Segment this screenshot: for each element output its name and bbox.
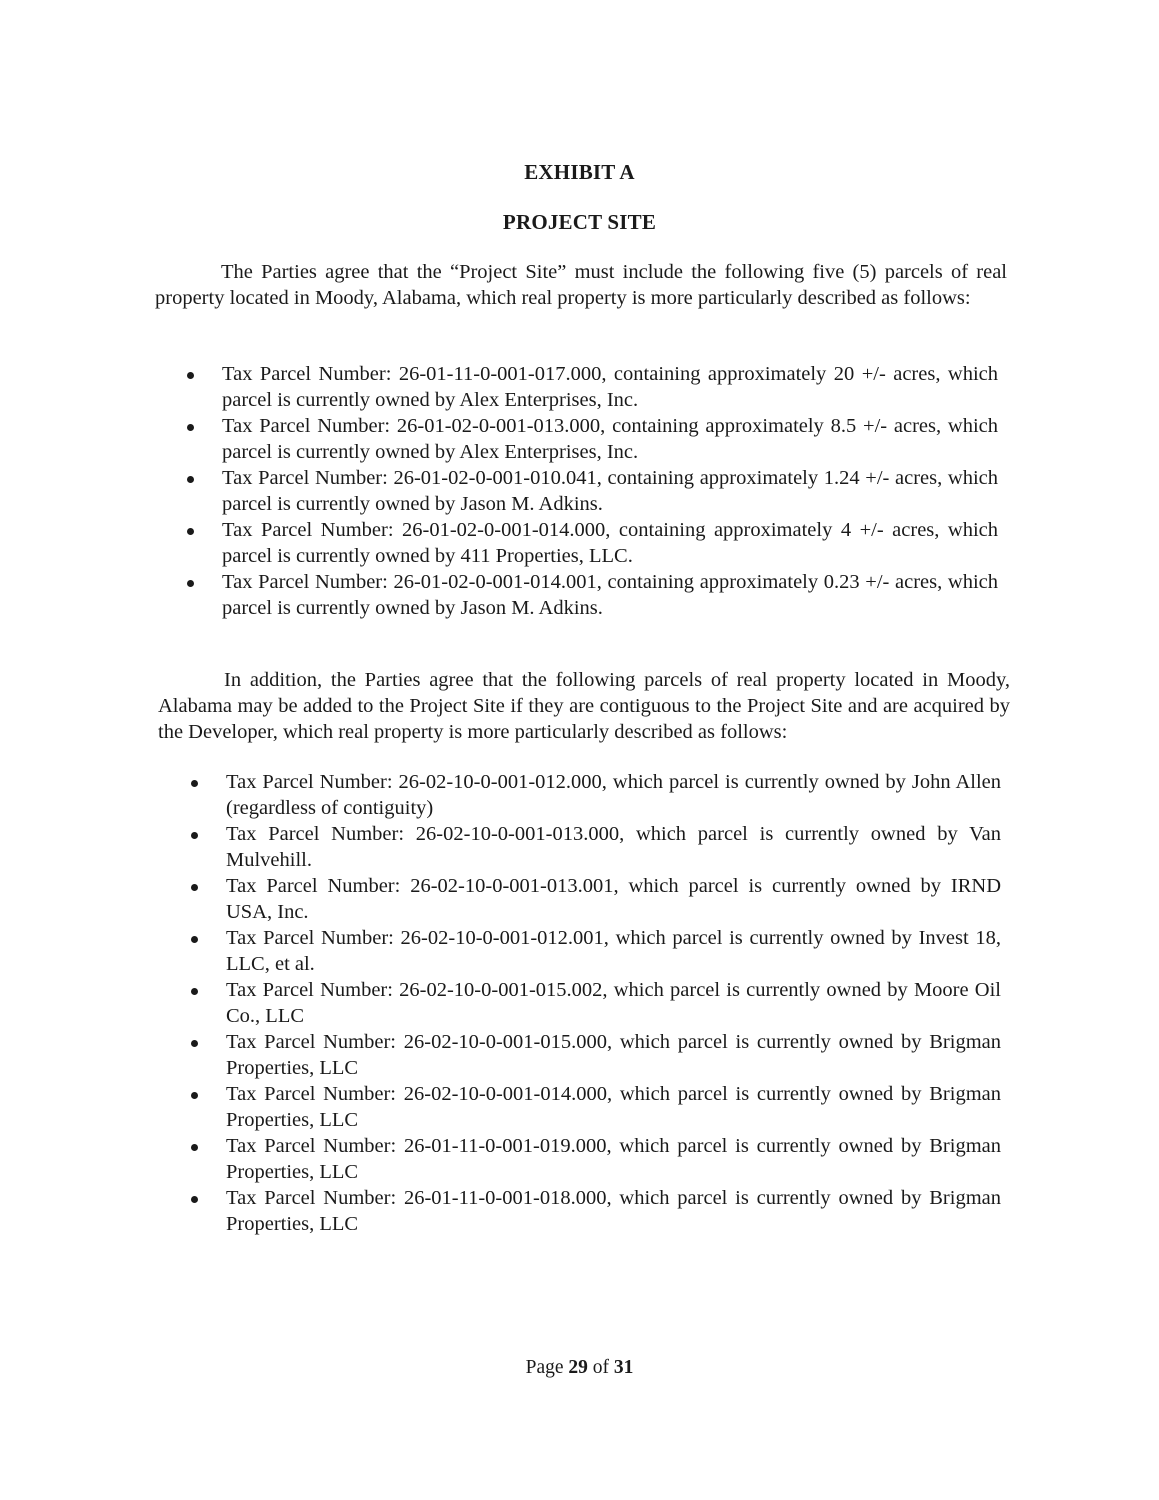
bullet-icon — [187, 580, 194, 587]
list-item-text: Tax Parcel Number: 26-02-10-0-001-015.002, which parcel is currently owned by Moore Oil Co., LLC — [226, 979, 1001, 1027]
list-item-text: Tax Parcel Number: 26-01-02-0-001-010.041, containing approximately 1.24 +/- acres, which parcel is currently owned by Jason M. Adkins. — [222, 467, 998, 515]
list-item — [222, 569, 998, 621]
bullet-icon — [191, 936, 198, 943]
list-item-text: Tax Parcel Number: 26-02-10-0-001-013.001, which parcel is currently owned by IRND USA, Inc. — [226, 875, 1001, 923]
bullet-icon — [191, 1092, 198, 1099]
bullet-icon — [191, 884, 198, 891]
page-of-label: of — [592, 1357, 610, 1378]
list-item-text: Tax Parcel Number: 26-02-10-0-001-012.001, which parcel is currently owned by Invest 18, LLC, et al. — [226, 927, 1001, 975]
list-item-text: Tax Parcel Number: 26-01-11-0-001-017.000, containing approximately 20 +/- acres, which parcel is currently owned by Alex Enterprises, Inc. — [222, 363, 998, 411]
list-item-text: Tax Parcel Number: 26-02-10-0-001-015.000, which parcel is currently owned by Brigman Properties, LLC — [226, 1031, 1001, 1079]
bullet-icon — [191, 780, 198, 787]
list-item-text: Tax Parcel Number: 26-02-10-0-001-014.000, which parcel is currently owned by Brigman Properties, LLC — [226, 1083, 1001, 1131]
list-item — [226, 821, 1001, 873]
optional-parcels-list — [226, 769, 1001, 1237]
list-item-text: Tax Parcel Number: 26-01-02-0-001-014.001, containing approximately 0.23 +/- acres, which parcel is currently owned by Jason M. Adkins. — [222, 571, 998, 619]
exhibit-title: EXHIBIT A — [524, 160, 635, 184]
list-item — [226, 1081, 1001, 1133]
bullet-icon — [191, 988, 198, 995]
list-item — [222, 517, 998, 569]
page-number-footer — [0, 1357, 1159, 1379]
list-item — [222, 465, 998, 517]
list-item-text: Tax Parcel Number: 26-02-10-0-001-012.000, which parcel is currently owned by John Allen (regardless of contiguity) — [226, 771, 1001, 819]
list-item-text: Tax Parcel Number: 26-01-11-0-001-018.000, which parcel is currently owned by Brigman Properties, LLC — [226, 1187, 1001, 1235]
additional-paragraph: In addition, the Parties agree that the following parcels of real property located in Moody, Alabama may be added to the Project Site if they are contiguous to the Project Site and are acquired by the Developer, which real property is more particularly described as follows: — [158, 669, 1010, 743]
bullet-icon — [187, 424, 194, 431]
list-item — [226, 769, 1001, 821]
list-item — [226, 1029, 1001, 1081]
bullet-icon — [187, 528, 194, 535]
list-item — [222, 361, 998, 413]
current-page-number: 29 — [568, 1357, 588, 1378]
bullet-icon — [191, 1196, 198, 1203]
list-item-text: Tax Parcel Number: 26-01-11-0-001-019.000, which parcel is currently owned by Brigman Properties, LLC — [226, 1135, 1001, 1183]
bullet-icon — [191, 1144, 198, 1151]
list-item-text: Tax Parcel Number: 26-01-02-0-001-013.000, containing approximately 8.5 +/- acres, which parcel is currently owned by Alex Enterprises, Inc. — [222, 415, 998, 463]
intro-paragraph: The Parties agree that the “Project Site” must include the following five (5) parcels of real property located in Moody, Alabama, which real property is more particularly described as follows: — [155, 261, 1007, 309]
list-item — [226, 1133, 1001, 1185]
page-label: Page — [525, 1357, 564, 1378]
bullet-icon — [191, 1040, 198, 1047]
list-item-text: Tax Parcel Number: 26-01-02-0-001-014.000, containing approximately 4 +/- acres, which parcel is currently owned by 411 Properties, LLC. — [222, 519, 998, 567]
list-item — [222, 413, 998, 465]
section-title: PROJECT SITE — [502, 210, 657, 234]
list-item — [226, 1185, 1001, 1237]
list-item-text: Tax Parcel Number: 26-02-10-0-001-013.000, which parcel is currently owned by Van Mulvehill. — [226, 823, 1001, 871]
bullet-icon — [191, 832, 198, 839]
bullet-icon — [187, 372, 194, 379]
total-page-count: 31 — [613, 1357, 634, 1378]
required-parcels-list — [222, 361, 998, 621]
list-item — [226, 925, 1001, 977]
list-item — [226, 873, 1001, 925]
bullet-icon — [187, 476, 194, 483]
list-item — [226, 977, 1001, 1029]
